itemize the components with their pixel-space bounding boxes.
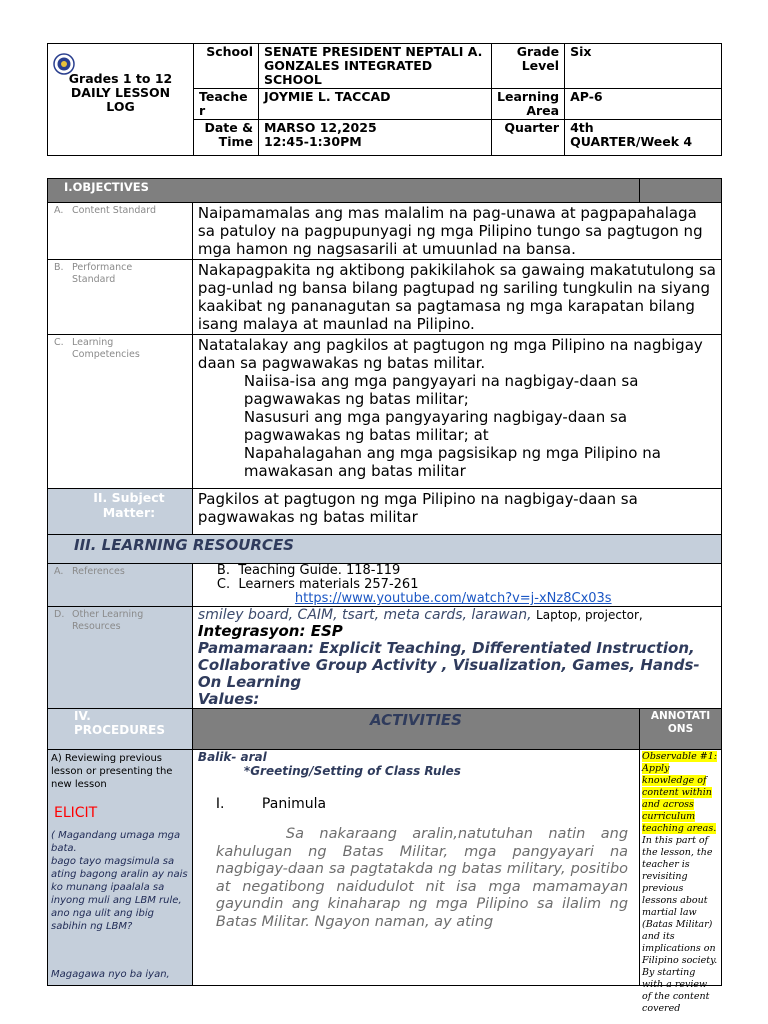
lc-bullet-text: Naiisa-isa ang mga pangyayari na nagbigay-daan sa pagwawakas ng batas militar; [243, 372, 639, 408]
log-title: Grades 1 to 12 DAILY LESSON LOG [68, 71, 173, 114]
materials-text-2: Laptop, projector, [536, 608, 643, 622]
lc-bullet [220, 444, 716, 480]
panimula-title: Panimula [261, 796, 327, 812]
school-value: SENATE PRESIDENT NEPTALI A. GONZALES INTEGRATED SCHOOL [259, 44, 492, 89]
other-resources-cell [192, 607, 721, 709]
annotation-highlight: Observable #1: Apply knowledge of content within and across curriculum teaching areas. [642, 751, 717, 834]
subject-text: Pagkilos at pagtugon ng mga Pilipino na nagbigay-daan sa pagwawakas ng batas militar [192, 489, 721, 535]
integrasyon: Integrasyon: ESP [197, 622, 343, 640]
panimula-num: I. [215, 796, 225, 812]
elicit-text: ( Magandang umaga mga bata. bago tayo magsimula sa ating bagong aralin ay nais ko munang ipaalala sa inyong muli ang LBM rule, ano nga ulit ang ibig sabihin ng LBM? [51, 830, 188, 932]
teacher-label: Teache r [194, 89, 259, 120]
performance-standard-label-cell [48, 260, 193, 335]
youtube-link[interactable]: https://www.youtube.com/watch?v=j-xNz8Cx03s [294, 591, 612, 606]
performance-standard-label: Performance Standard [72, 262, 133, 285]
learning-competencies-label-cell [48, 335, 193, 489]
materials-line [198, 607, 716, 623]
content-standard-num: A. [54, 205, 64, 216]
subject-label-cell [48, 489, 193, 535]
resources-heading-cell [48, 535, 722, 564]
bullet-icon [220, 372, 244, 408]
objectives-heading-blank [640, 179, 722, 203]
content-standard-label-cell [48, 203, 193, 260]
content-standard-text: Naipamamalas ang mas malalim na pag-unawa at pagpapahalaga sa patuloy na pagpupunyagi ng mga Pilipino tungo sa pagtugon ng mga hamon ng nagsasarili at umuunlad na bansa. [192, 203, 721, 260]
learning-competencies-text: Natatalakay ang pagkilos at pagtugon ng mga Pilipino na nagbigay daan sa pagwawakas ng batas militar. [197, 336, 703, 372]
activities-heading: ACTIVITIES [369, 711, 462, 729]
references-label: References [72, 566, 125, 577]
other-resources-label-cell [48, 607, 193, 709]
area-value: AP-6 [565, 89, 722, 120]
date-value: MARSO 12,2025 12:45-1:30PM [259, 120, 492, 156]
quarter-label: Quarter [492, 120, 565, 156]
elicit-label: ELICIT [54, 805, 98, 821]
balik-aral: Balik- aral [197, 750, 267, 764]
procedure-a-annotations [640, 750, 722, 1014]
procedures-heading: IV. PROCEDURES [74, 709, 166, 737]
objectives-heading: I.OBJECTIVES [64, 180, 149, 194]
learning-competencies-num: C. [54, 337, 64, 348]
annotation-block [640, 750, 721, 1014]
reference-item: C. Learners materials 257-261 [216, 577, 419, 592]
materials-text: smiley board, CAIM, tsart, meta cards, larawan, [197, 607, 532, 623]
date-label: Date & Time [194, 120, 259, 156]
content-standard-label: Content Standard [72, 205, 157, 216]
grade-label: Grade Level [492, 44, 565, 89]
performance-standard-num: B. [54, 262, 64, 273]
annotations-heading-cell [640, 709, 722, 750]
bullet-icon [220, 408, 244, 444]
annotation-text: In this part of the lesson, the teacher is revisiting previous lessons about martial law (Batas Militar) and its implications on Filipino society. By starting with a review of the content covered [642, 835, 718, 1014]
references-num: A. [54, 566, 64, 577]
greeting-rules: *Greeting/Setting of Class Rules [243, 764, 461, 778]
lc-bullet-text: Napahalagahan ang mga pagsisikap ng mga Pilipino na mawakasan ang batas militar [243, 444, 661, 480]
quarter-value: 4th QUARTER/Week 4 [565, 120, 722, 156]
log-title-cell [48, 44, 194, 156]
step-a-label: A) Reviewing previous lesson or presenting the new lesson [51, 753, 173, 790]
bullet-icon [220, 444, 244, 480]
references-label-cell [48, 564, 193, 607]
procedure-a-activities [192, 750, 639, 986]
resources-heading: III. LEARNING RESOURCES [74, 536, 294, 554]
grade-value: Six [565, 44, 722, 89]
other-resources-label: Other Learning Resources [72, 609, 144, 632]
lc-bullet [220, 408, 716, 444]
header-table [47, 43, 722, 156]
other-resources-num: D. [54, 609, 65, 620]
panimula-text: Sa nakaraang aralin,natutuhan natin ang kahulugan ng Batas Militar, mga pangyayari na nagbigay-daan sa pagtatakda ng batas military, positibo at negatibong naidudulot nit isa mga mamamayan gayundin ang kinaharap ng mga Pilipino sa ilalim ng Batas Militar. Ngayon naman, ay ating [215, 826, 629, 930]
school-label: School [194, 44, 259, 89]
panimula-heading [198, 796, 634, 812]
subject-label: II. Subject Matter: [93, 490, 165, 520]
lc-bullet [220, 372, 716, 408]
area-label: Learning Area [492, 89, 565, 120]
values: Values: [197, 690, 260, 708]
learning-competencies-cell [192, 335, 721, 489]
lc-bullet-text: Nasusuri ang mga pangyayaring nagbigay-daan sa pagwawakas ng batas militar; at [243, 408, 628, 444]
annotations-heading: ANNOTATI ONS [650, 710, 711, 735]
procedures-heading-cell [48, 709, 193, 750]
deped-seal-icon [53, 53, 75, 75]
activities-heading-cell [192, 709, 639, 750]
performance-standard-text: Nakapagpakita ng aktibong pakikilahok sa gawaing makatutulong sa pag-unlad ng bansa bilang pagtupad ng sariling tungkulin na siyang kaakibat ng pananagutan sa pagtamasa ng mga karapatan bilang isang malaya at maunlad na Pilipino. [192, 260, 721, 335]
objectives-heading-cell [48, 179, 640, 203]
teacher-value: JOYMIE L. TACCAD [259, 89, 492, 120]
lesson-table [47, 178, 722, 1014]
pamamaraan: Pamamaraan: Explicit Teaching, Differentiated Instruction, Collaborative Group Activity , Visualization, Games, Hands-On Learning [197, 639, 700, 691]
reference-item: B. Teaching Guide. 118-119 [216, 563, 401, 578]
procedure-a-left [48, 750, 193, 986]
learning-competencies-label: Learning Competencies [72, 337, 140, 360]
elicit-bottom-text: Magagawa nyo ba iyan, [51, 969, 170, 980]
references-cell [192, 564, 721, 607]
